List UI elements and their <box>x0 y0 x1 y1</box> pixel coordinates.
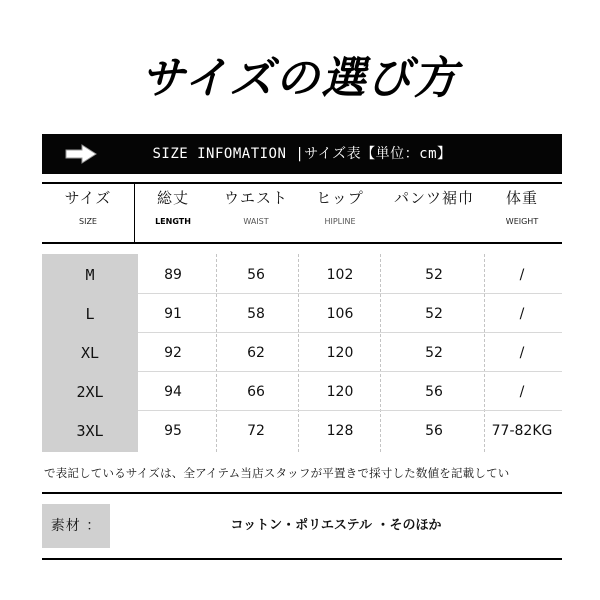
waist-cell: 62 <box>247 345 265 361</box>
waist-cell: 66 <box>247 384 265 400</box>
waist-cell: 58 <box>247 306 265 322</box>
header-length <box>138 188 208 228</box>
divider-line <box>42 492 562 494</box>
table-row <box>42 295 562 334</box>
size-cell: M <box>85 266 95 284</box>
header-length-jp: 総丈 <box>156 189 189 207</box>
waist-cell: 72 <box>247 423 265 439</box>
header-hem-width <box>380 188 488 208</box>
header-waist-en: WAIST <box>243 217 269 226</box>
length-cell: 95 <box>164 423 182 439</box>
weight-cell: / <box>519 384 525 400</box>
table-header <box>42 182 562 244</box>
material-label: 素材 ： <box>42 504 110 548</box>
banner-text: SIZE INFOMATION |サイズ表【単位：cm】 <box>152 146 452 162</box>
table-row <box>42 334 562 373</box>
hem-cell: 52 <box>425 306 443 322</box>
table-row <box>42 373 562 412</box>
header-waist-jp: ウエスト <box>223 189 288 207</box>
weight-cell: / <box>519 345 525 361</box>
header-waist <box>208 188 304 228</box>
header-size-jp: サイズ <box>64 189 112 207</box>
header-weight-en: WEIGHT <box>505 217 539 226</box>
waist-cell: 56 <box>247 267 265 283</box>
header-hip <box>300 188 380 228</box>
page-title: サイズの選び方 <box>140 53 460 104</box>
divider-line <box>42 558 562 560</box>
header-weight-jp: 体重 <box>505 189 538 207</box>
hem-cell: 52 <box>425 345 443 361</box>
hip-cell: 120 <box>326 384 354 400</box>
weight-cell: 77-82KG <box>491 423 553 439</box>
length-cell: 94 <box>164 384 182 400</box>
size-cell: L <box>85 305 95 323</box>
header-size <box>42 188 134 228</box>
header-size-en: SIZE <box>79 217 97 226</box>
header-hip-jp: ヒップ <box>316 189 364 207</box>
table-row <box>42 256 562 295</box>
weight-cell: / <box>519 306 525 322</box>
measurement-note: で表記しているサイズは、全アイテム当店スタッフが平置きで採寸した数値を記載してい <box>44 466 510 480</box>
size-cell: XL <box>80 344 100 362</box>
header-weight <box>482 188 562 228</box>
header-hem-jp: パンツ裾巾 <box>393 189 474 207</box>
length-cell: 91 <box>164 306 182 322</box>
hip-cell: 102 <box>326 267 354 283</box>
header-hip-en: HIPLINE <box>324 217 356 226</box>
hem-cell: 56 <box>425 423 443 439</box>
hip-cell: 120 <box>326 345 354 361</box>
size-cell: 3XL <box>76 422 104 440</box>
header-length-en: LENGTH <box>155 217 191 226</box>
material-value: コットン・ポリエステル ・そのほか <box>230 518 442 533</box>
hem-cell: 56 <box>425 384 443 400</box>
weight-cell: / <box>519 267 525 283</box>
hip-cell: 128 <box>326 423 354 439</box>
size-info-banner <box>42 134 562 174</box>
length-cell: 92 <box>164 345 182 361</box>
size-cell: 2XL <box>76 383 104 401</box>
length-cell: 89 <box>164 267 182 283</box>
hip-cell: 106 <box>326 306 354 322</box>
table-row <box>42 412 562 451</box>
header-divider <box>134 184 135 242</box>
hem-cell: 52 <box>425 267 443 283</box>
